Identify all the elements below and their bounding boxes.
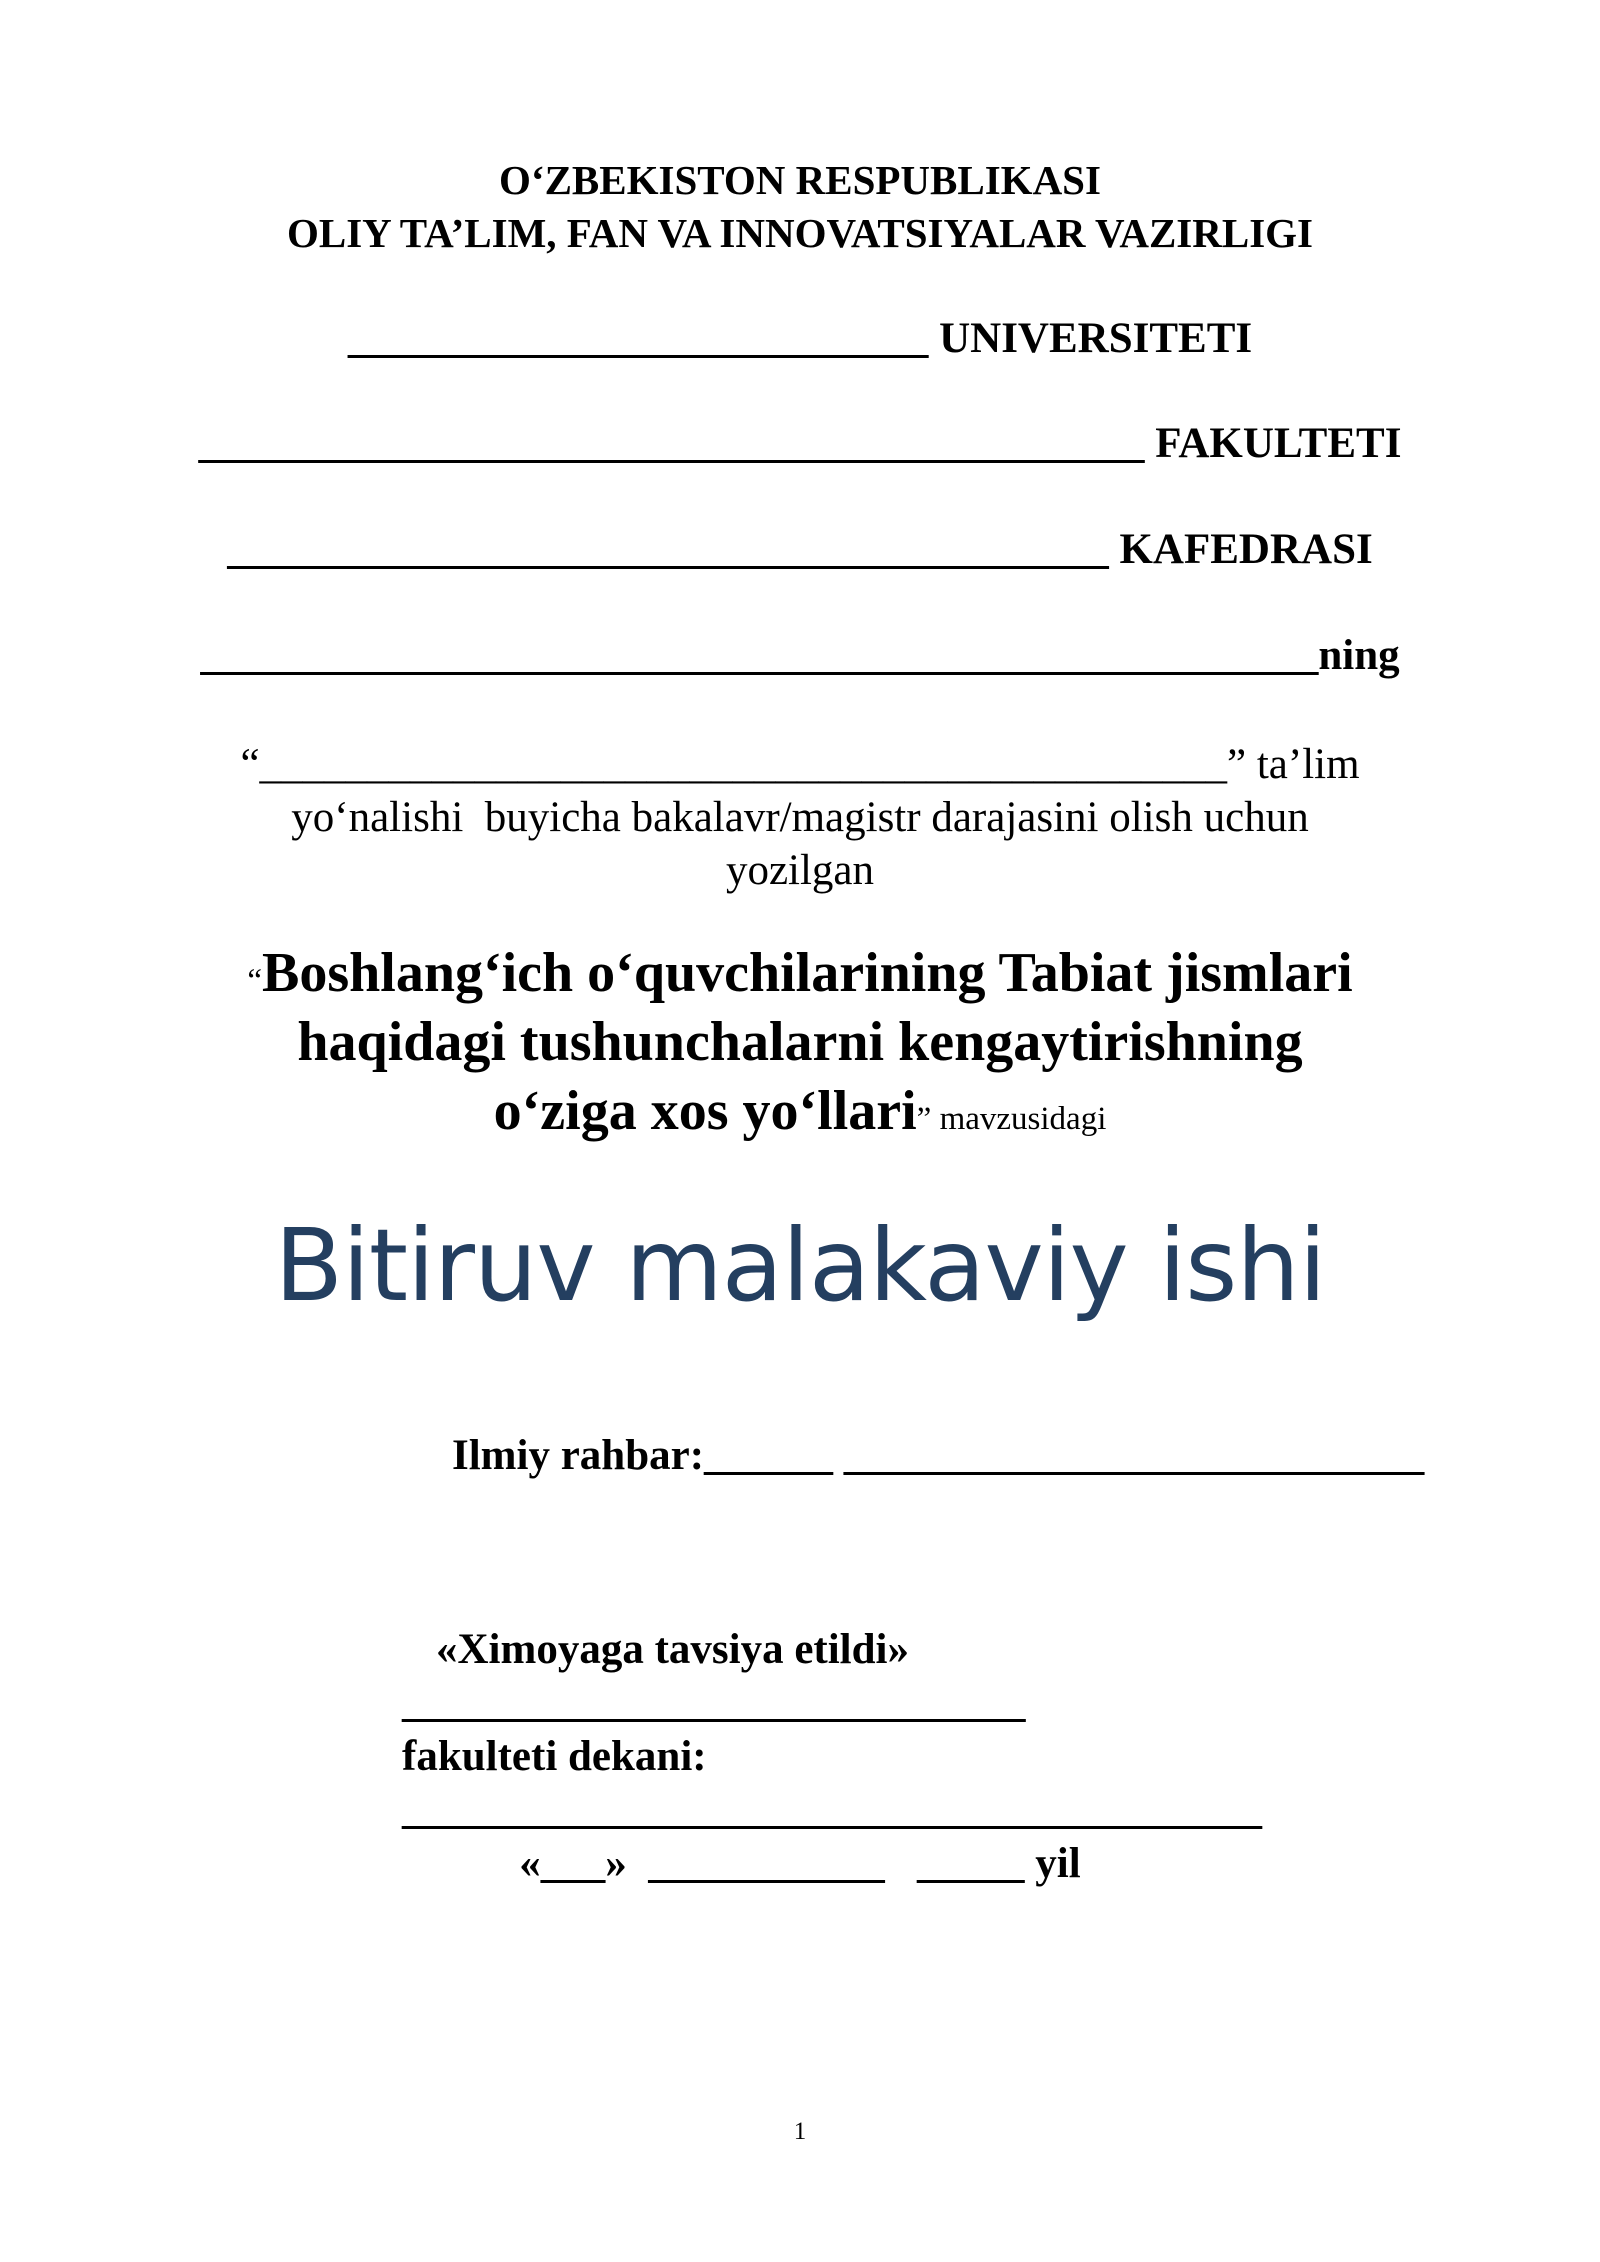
approval-blank-2: ________________________________________ [402, 1786, 1262, 1833]
topic-line-3 [0, 1076, 1600, 1154]
department-line: _________________________________________ KAFEDRASI [227, 526, 1373, 573]
faculty-line: ____________________________________________ FAKULTETI [198, 420, 1402, 467]
page-number: 1 [793, 2118, 807, 2145]
supervisor-line: Ilmiy rahbar:______ ___________________________ [452, 1432, 1425, 1479]
ministry-heading: OLIY TA’LIM, FAN VA INNOVATSIYALAR VAZIRLIGI [286, 210, 1314, 256]
topic-line-1 [0, 938, 1600, 1016]
recommended-label: «Ximoyaga tavsiya etildi» [436, 1626, 909, 1673]
topic-close-quote: ” [916, 1101, 932, 1137]
university-line: ___________________________ UNIVERSITETI [347, 315, 1253, 362]
work-type-heading: Bitiruv malakaviy ishi [274, 1207, 1326, 1324]
topic-open-quote: “ [247, 963, 262, 999]
topic-text-1: Boshlang‘ich o‘quvchilarining Tabiat jismlari [261, 942, 1353, 1004]
date-line: «___» ___________ _____ yil [519, 1840, 1081, 1887]
country-heading: O‘ZBEKISTON RESPUBLIKASI [499, 157, 1101, 203]
topic-suffix: mavzusidagi [931, 1101, 1107, 1137]
degree-line-3: yozilgan [725, 847, 875, 894]
dean-label: fakulteti dekani: [402, 1733, 707, 1780]
topic-line-2: haqidagi tushunchalarni kengaytirishning [297, 1011, 1303, 1073]
approval-blank-1: _____________________________ [402, 1679, 1026, 1726]
topic-text-3: o‘ziga xos yo‘llari [493, 1080, 917, 1142]
degree-line-2: yo‘nalishi buyicha bakalavr/magistr darajasini olish uchun [291, 794, 1309, 841]
degree-line-1: “_____________________________________________” ta’lim [240, 741, 1360, 788]
student-line: ____________________________________________________ning [200, 632, 1400, 679]
